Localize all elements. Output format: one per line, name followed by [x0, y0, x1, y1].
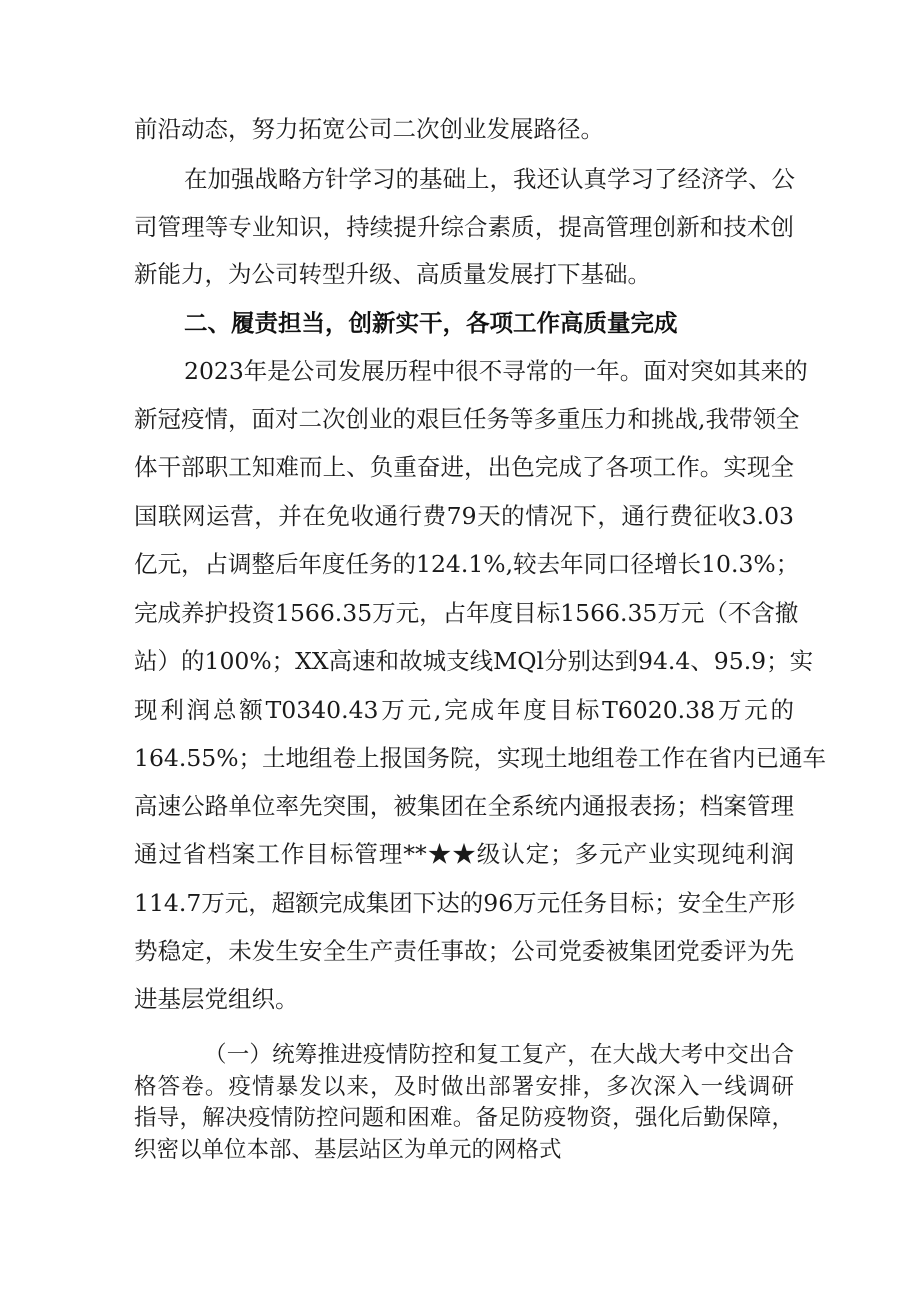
section-heading: 二、履责担当，创新实干，各项工作高质量完成	[184, 309, 678, 337]
paragraph-line: 指导，解决疫情防控问题和困难。备足防疫物资，强化后勤保障，	[134, 1105, 794, 1131]
paragraph-line: 前沿动态，努力拓宽公司二次创业发展路径。	[134, 115, 604, 143]
paragraph-line: 高速公路单位率先突围，被集团在全系统内通报表扬；档案管理	[134, 792, 794, 820]
paragraph-line: 在加强战略方针学习的基础上，我还认真学习了经济学、公	[184, 165, 795, 193]
paragraph-line: 164.55%；土地组卷上报国务院，实现土地组卷工作在省内已通车	[134, 744, 827, 772]
paragraph-line: 体干部职工知难而上、负重奋进，出色完成了各项工作。实现全	[134, 453, 794, 481]
paragraph-line: 完成养护投资1566.35万元，占年度目标1566.35万元（不含撤	[134, 599, 799, 627]
paragraph-line: 司管理等专业知识，持续提升综合素质，提高管理创新和技术创	[134, 213, 794, 241]
paragraph-line: 织密以单位本部、基层站区为单元的网格式	[134, 1137, 562, 1163]
paragraph-line: 现利润总额T0340.43万元,完成年度目标T6020.38万元的	[134, 696, 794, 724]
paragraph-line: 新冠疫情，面对二次创业的艰巨任务等多重压力和挑战,我带领全	[134, 405, 800, 433]
paragraph-line: 站）的100%；XX高速和故城支线MQl分别达到94.4、95.9；实	[134, 647, 814, 675]
paragraph-line: 国联网运营，并在免收通行费79天的情况下，通行费征收3.03	[134, 502, 794, 530]
paragraph-line: 势稳定，未发生安全生产责任事故；公司党委被集团党委评为先	[134, 937, 794, 965]
paragraph-line: 114.7万元，超额完成集团下达的96万元任务目标；安全生产形	[134, 889, 796, 917]
paragraph-line: 亿元，占调整后年度任务的124.1%,较去年同口径增长10.3%；	[134, 550, 800, 578]
paragraph-line: 通过省档案工作目标管理**★★级认定；多元产业实现纯利润	[134, 840, 794, 868]
paragraph-line: 新能力，为公司转型升级、高质量发展打下基础。	[134, 260, 651, 288]
paragraph-line: （一）统筹推进疫情防控和复工复产，在大战大考中交出合	[204, 1042, 794, 1068]
paragraph-line: 格答卷。疫情暴发以来，及时做出部署安排，多次深入一线调研	[134, 1074, 794, 1100]
paragraph-line: 进基层党组织。	[134, 985, 299, 1013]
paragraph-line: 2023年是公司发展历程中很不寻常的一年。面对突如其来的	[184, 357, 808, 385]
